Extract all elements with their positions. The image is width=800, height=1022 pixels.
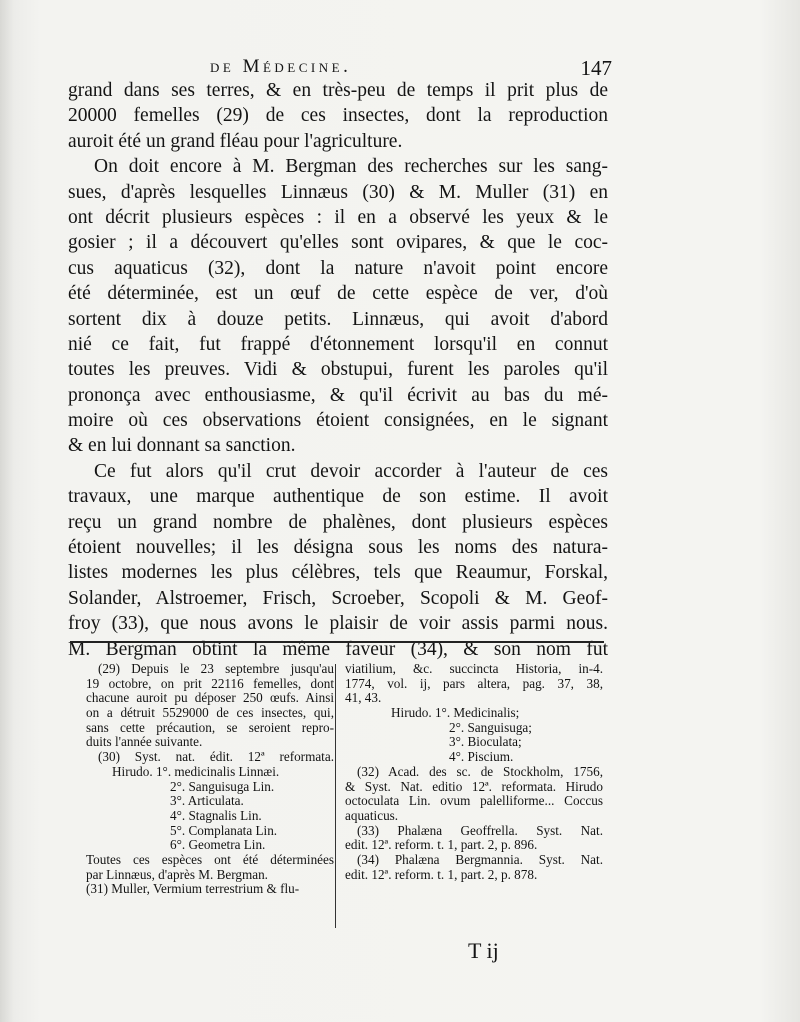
page-number: 147 — [580, 56, 612, 80]
text-line: été déterminée, est un œuf de cette espèce de ver, d'où — [68, 283, 608, 305]
footnote-line: (29) Depuis le 23 septembre jusqu'au — [98, 661, 334, 676]
text-line: sortent dix à douze petits. Linnæus, qui avoit d'abord — [68, 308, 608, 330]
footnote-line: (34) Phalæna Bergmannia. Syst. Nat. — [357, 851, 603, 867]
footnote-line: 2°. Sanguisuga Lin. — [170, 778, 275, 794]
footnote-line: chacune auroit pu déposer 250 œufs. Ainsi — [86, 690, 334, 706]
column-divider — [335, 664, 336, 928]
text-line: & en lui donnant sa sanction. — [68, 435, 296, 457]
text-line: froy (33), que nous avons le plaisir de voir assis parmi nous. — [68, 613, 608, 635]
footnote-rule — [70, 641, 604, 643]
text-line: listes modernes les plus célèbres, tels que Reaumur, Forskal, — [68, 562, 608, 584]
page-header — [210, 56, 612, 80]
footnote-line: 4°. Stagnalis Lin. — [170, 807, 262, 823]
footnote-line: octoculata Lin. ovum palelliforme... Coccus — [345, 793, 603, 809]
text-line: auroit été un grand fléau pour l'agriculture. — [68, 130, 403, 152]
footnote-line: 4°. Piscium. — [449, 749, 514, 765]
footnote-line: edit. 12ª. reform. t. 1, part. 2, p. 896. — [345, 837, 538, 853]
text-line: Solander, Alstroemer, Frisch, Scroeber, Scopoli & M. Geof- — [68, 587, 608, 609]
text-line: On doit encore à M. Bergman des recherches sur les sang- — [94, 156, 608, 178]
footnotes-right-column — [345, 662, 603, 882]
text-line: reçu un grand nombre de phalènes, dont plusieurs espèces — [68, 511, 608, 533]
footnote-line: on a détruit 5529000 de ces insectes, qui, — [86, 705, 334, 721]
text-line: nié ce fait, fut frappé d'étonnement lorsqu'il en connut — [68, 333, 608, 355]
footnote-line: Hirudo. 1°. Medicinalis; — [391, 705, 520, 721]
footnote-line: 6°. Geometra Lin. — [170, 837, 266, 853]
signature-mark: T ij — [468, 938, 499, 963]
text-line: ont décrit plusieurs espèces : il en a observé les yeux & le — [68, 206, 608, 228]
text-line: travaux, une marque authentique de son estime. Il avoit — [68, 486, 608, 508]
text-line: grand dans ses terres, & en très-peu de temps il prit plus de — [68, 80, 608, 101]
footnote-line: 3°. Articulata. — [170, 793, 244, 809]
footnote-line: duits l'année suivante. — [86, 734, 203, 750]
footnote-line: (33) Phalæna Geoffrella. Syst. Nat. — [357, 822, 603, 838]
footnote-line: (32) Acad. des sc. de Stockholm, 1756, — [357, 763, 603, 779]
text-line: toutes les preuves. Vidi & obstupui, furent les paroles qu'il — [68, 359, 608, 381]
footnotes-left-column — [86, 662, 334, 897]
text-line: cus aquaticus (32), dont la nature n'avoit point encore — [68, 257, 608, 279]
footnote-line: 41, 43. — [345, 690, 382, 706]
footnote-line: edit. 12ª. reform. t. 1, part. 2, p. 878. — [345, 866, 538, 882]
footnote-line: par Linnæus, d'après M. Bergman. — [86, 866, 268, 882]
text-line: sues, d'après lesquelles Linnæus (30) & M. Muller (31) en — [68, 181, 608, 203]
footnote-line: (30) Syst. nat. édit. 12ª reformata. — [98, 749, 334, 765]
footnote-line: 1774, vol. ij, pars altera, pag. 37, 38, — [345, 675, 603, 691]
footnote-line: 3°. Bioculata; — [449, 734, 522, 750]
text-line: 20000 femelles (29) de ces insectes, dont la reproduction — [68, 105, 608, 127]
footnote-line: 2°. Sanguisuga; — [449, 719, 532, 735]
footnote-line: Toutes ces espèces ont été déterminées — [86, 851, 334, 867]
footnote-line: 19 octobre, on prit 22116 femelles, dont — [86, 675, 334, 691]
text-line: Ce fut alors qu'il crut devoir accorder à l'auteur de ces — [94, 460, 608, 482]
text-line: M. Bergman obtint la même faveur (34), & son nom fut — [68, 638, 608, 660]
text-line: moire où ces observations étoient consignées, en le signant — [68, 410, 608, 432]
footnote-line: 5°. Complanata Lin. — [170, 822, 278, 838]
footnote-line: sans cette précaution, se seroient repro- — [86, 719, 334, 735]
footnote-line: Hirudo. 1°. medicinalis Linnæi. — [112, 763, 280, 779]
footnote-line: viatilium, &c. succincta Historia, in-4. — [345, 661, 603, 676]
text-line: gosier ; il a découvert qu'elles sont ovipares, & que le coc- — [68, 232, 608, 254]
footnote-line: & Syst. Nat. editio 12ª. reformata. Hirudo — [345, 778, 603, 794]
main-text — [68, 78, 608, 662]
text-line: prononça avec enthousiasme, & qu'il écrivit au bas du mé- — [68, 384, 608, 406]
footnote-line: aquaticus. — [345, 807, 399, 823]
text-line: étoient nouvelles; il les désigna sous les noms des natura- — [68, 537, 608, 559]
running-title: de Médecine. — [210, 56, 352, 77]
footnote-line: (31) Muller, Vermium terrestrium & flu- — [86, 881, 300, 897]
